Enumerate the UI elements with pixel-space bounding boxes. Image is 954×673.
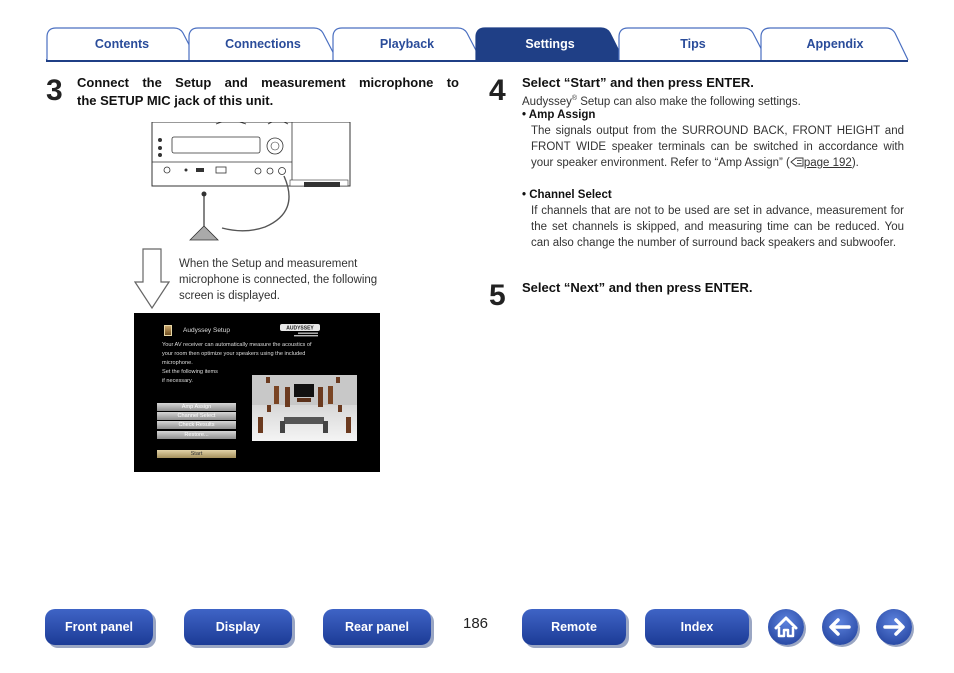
remote-button[interactable]: Remote: [522, 609, 626, 645]
amp-assign-body: The signals output from the SURROUND BACK, FRONT HEIGHT and FRONT WIDE speaker terminals can be switched in accordance with your speaker environment. Refer to “Amp Assign” (: [531, 125, 904, 169]
back-arrow-icon: [822, 609, 858, 645]
step-number: 4: [489, 74, 506, 107]
top-tab-bar: [0, 0, 954, 64]
back-button[interactable]: [822, 609, 858, 645]
tab-label: Contents: [94, 37, 150, 51]
down-arrow-icon: [134, 248, 170, 310]
step4-title: Select “Start” and then press ENTER.: [522, 75, 754, 90]
index-button[interactable]: Index: [645, 609, 749, 645]
page-192-link[interactable]: page 192: [803, 157, 852, 169]
step3-title-line2: the SETUP MIC jack of this unit.: [77, 93, 274, 108]
tab-label: Connections: [225, 37, 301, 51]
intro-suffix: Setup can also make the following settings.: [577, 95, 801, 108]
speaker-icon: [164, 325, 172, 336]
audyssey-logo-icon: [280, 324, 320, 338]
svg-text:AUDYSSEY: AUDYSSEY: [286, 325, 314, 332]
desc-line: microphone.: [162, 360, 193, 366]
amp-assign-heading: • Amp Assign: [522, 109, 596, 121]
amp-assign-text: [531, 123, 904, 171]
channel-select-heading: • Channel Select: [522, 189, 612, 201]
forward-arrow-icon: [876, 609, 912, 645]
receiver-microphone-illustration: [150, 122, 360, 247]
rear-panel-button[interactable]: Rear panel: [323, 609, 431, 645]
display-button[interactable]: Display: [184, 609, 292, 645]
tab-label: Settings: [525, 37, 575, 51]
amp-assign-end: ).: [851, 157, 859, 169]
tab-label: Playback: [379, 37, 435, 51]
menu-channel-select[interactable]: Channel Select: [157, 412, 236, 420]
tab-connections[interactable]: [188, 27, 338, 61]
forward-button[interactable]: [876, 609, 912, 645]
page-reference-icon: [790, 157, 804, 167]
screen-title: Audyssey Setup: [183, 327, 230, 334]
step5-title: Select “Next” and then press ENTER.: [522, 280, 753, 295]
tab-appendix[interactable]: [760, 27, 910, 61]
menu-amp-assign[interactable]: Amp Assign: [157, 403, 236, 411]
front-panel-button[interactable]: Front panel: [45, 609, 153, 645]
home-icon: [768, 609, 804, 645]
tab-settings[interactable]: [475, 27, 625, 61]
step3-title-line1: Connect the Setup and measurement microphone to: [77, 75, 459, 90]
home-button[interactable]: [768, 609, 804, 645]
page-number: 186: [463, 615, 489, 632]
step3-caption: When the Setup and measurement microphone is connected, the following screen is displayed.: [179, 258, 378, 302]
tab-tips[interactable]: [618, 27, 768, 61]
menu-restore[interactable]: Restore...: [157, 431, 236, 439]
speaker-layout-illustration: [252, 375, 357, 441]
tab-contents[interactable]: [46, 27, 198, 61]
tab-label: Tips: [680, 37, 706, 51]
tab-playback[interactable]: [332, 27, 482, 61]
start-button[interactable]: Start: [157, 450, 236, 458]
desc-line: Set the following items: [162, 369, 218, 375]
step-number: 3: [46, 74, 63, 107]
tab-label: Appendix: [806, 37, 864, 51]
intro-prefix: Audyssey: [522, 95, 572, 108]
desc-line: if necessary.: [162, 378, 193, 384]
desc-line: your room then optimize your speakers using the included: [162, 351, 306, 357]
registered-mark: ®: [571, 95, 578, 102]
channel-select-text: If channels that are not to be used are set in advance, measurement for the set channels is skipped, and measuring time can be reduced. You can also change the number of surround back speakers and subwoofer.: [531, 205, 904, 249]
menu-check-results[interactable]: Check Results: [157, 421, 236, 429]
step-number: 5: [489, 279, 506, 312]
audyssey-setup-screen: [134, 313, 380, 472]
desc-line: Your AV receiver can automatically measure the acoustics of: [162, 342, 312, 348]
